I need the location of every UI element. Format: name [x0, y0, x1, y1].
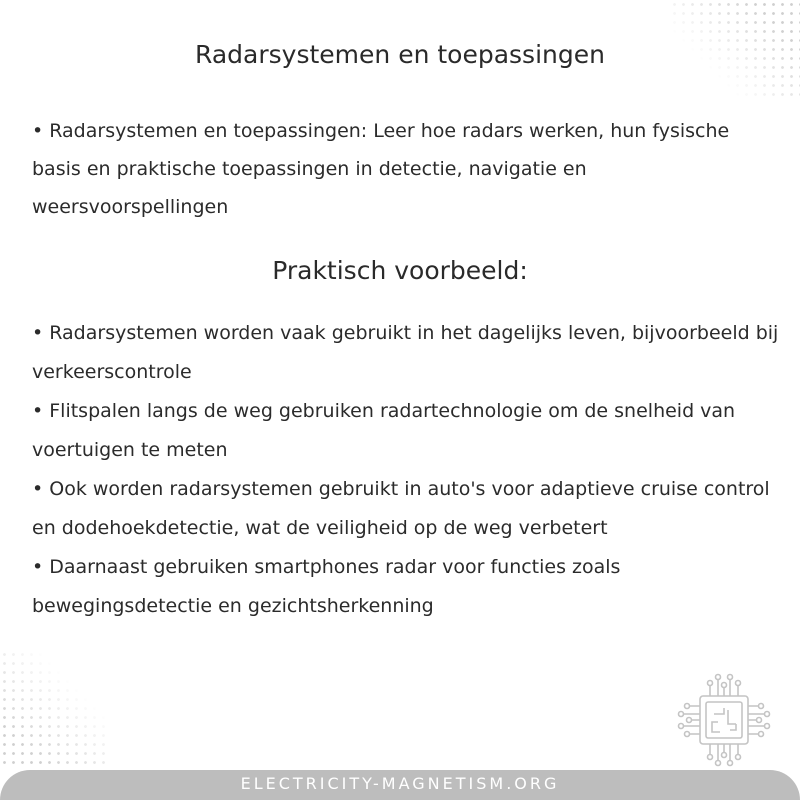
dot-pattern-decoration — [0, 650, 110, 770]
list-item: • Ook worden radarsystemen gebruikt in auto's voor adaptieve cruise control en dodehoekdetectie, wat de veiligheid op de weg verbetert — [32, 478, 770, 539]
example-heading: Praktisch voorbeeld: — [272, 256, 528, 285]
list-item: • Radarsystemen worden vaak gebruikt in het dagelijks leven, bijvoorbeeld bij verkeerscontrole — [32, 322, 779, 383]
list-item: • Daarnaast gebruiken smartphones radar voor functies zoals bewegingsdetectie en gezichtsherkenning — [32, 556, 621, 617]
footer-site-link[interactable]: ELECTRICITY-MAGNETISM.ORG — [240, 774, 560, 793]
list-item: • Flitspalen langs de weg gebruiken radartechnologie om de snelheid van voertuigen te meten — [32, 400, 736, 461]
page-title: Radarsystemen en toepassingen — [195, 40, 605, 69]
example-list — [32, 314, 782, 626]
circuit-chip-icon — [674, 670, 774, 770]
intro-paragraph: • Radarsystemen en toepassingen: Leer hoe radars werken, hun fysische basis en praktische toepassingen in detectie, navigatie en weersvoorspellingen — [32, 120, 730, 218]
